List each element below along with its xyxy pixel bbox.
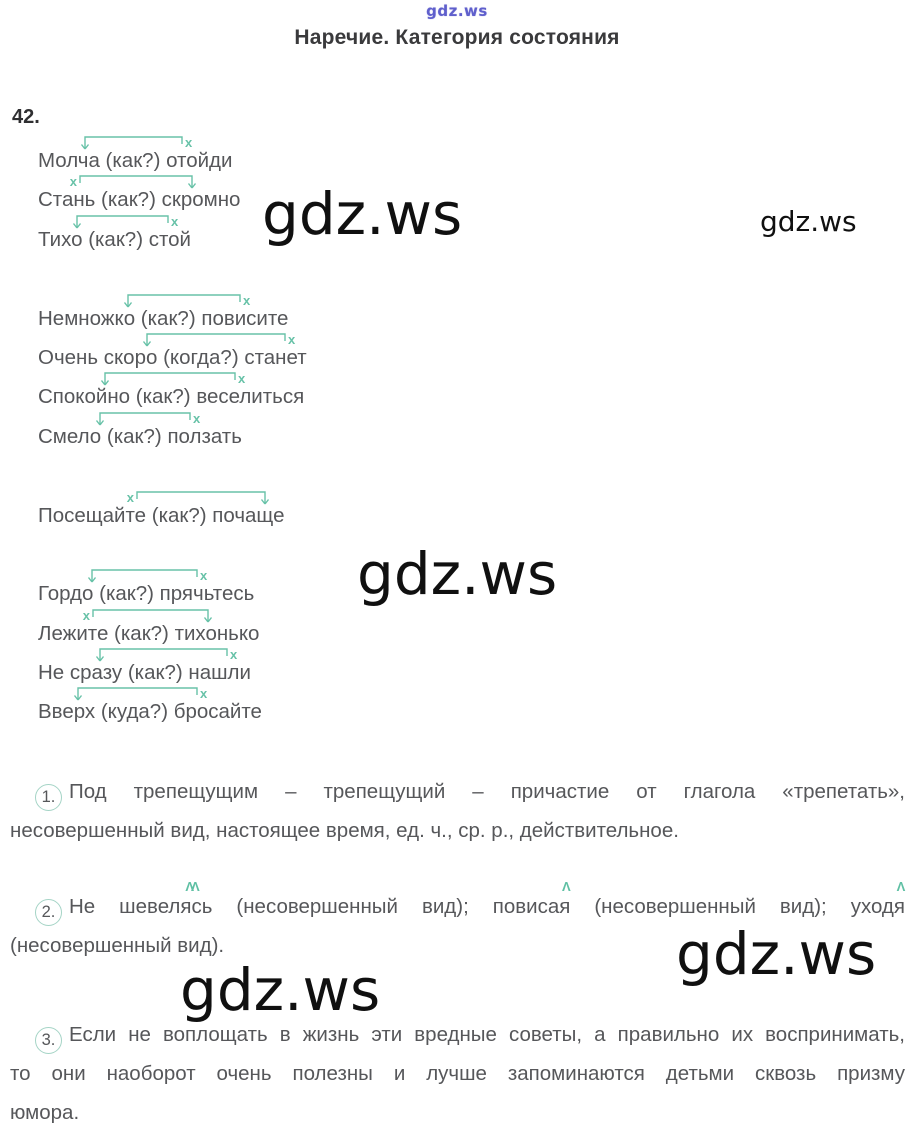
answer-text: то они наоборот очень полезны и лучше запоминаются детьми сквозь призму (10, 1062, 905, 1085)
phrase-text: Стань (как?) скромно (38, 188, 241, 212)
watermark-gdz-small-right: gdz.ws (760, 205, 857, 238)
phrase-text: Гордо (как?) прячьтесь (38, 582, 255, 606)
phrase-row (38, 173, 458, 212)
suffix-zigzag-mark-icon: ΛΛ (185, 879, 197, 894)
svg-text:x: x (238, 371, 246, 387)
answer-line (10, 879, 906, 926)
watermark-gdz-top: gdz.ws (426, 2, 488, 20)
answer-line (10, 811, 905, 850)
answer-text: (несовершенный вид). (10, 934, 225, 957)
answer-text: несовершенный вид, настоящее время, ед. ч., ср. р., действительное. (10, 819, 679, 842)
watermark-gdz-bottom-right: gdz.ws (676, 920, 877, 988)
phrase-text: Спокойно (как?) веселиться (38, 385, 305, 409)
svg-text:x: x (193, 410, 201, 426)
phrase-row (38, 134, 458, 173)
phrase-row (38, 370, 458, 409)
answer-line (10, 1093, 905, 1132)
page-title: Наречие. Категория состояния (294, 26, 620, 49)
phrase-row (38, 567, 458, 606)
answer-line (10, 772, 905, 811)
phrase-row (38, 646, 458, 685)
svg-text:x: x (200, 686, 208, 702)
watermark-gdz-large-left: gdz.ws (262, 180, 463, 248)
svg-text:x: x (69, 174, 77, 190)
suffix-caret-mark-icon: Λ (561, 879, 568, 894)
phrase-row (38, 685, 458, 724)
answer-text: Не шевел (69, 895, 181, 918)
morpheme-marked-text: я Λ (893, 879, 906, 918)
phrase-text: Лежите (как?) тихонько (38, 621, 260, 645)
phrase-list (38, 134, 458, 725)
answer-number-badge: 2. (35, 899, 62, 926)
phrase-row (38, 331, 458, 370)
phrase-row (38, 410, 458, 449)
answer-paragraph (10, 1015, 905, 1132)
answer-text: ь (несовершенный вид); повиса (201, 895, 560, 918)
morpheme-marked-text: я Λ (559, 879, 571, 918)
answer-number-badge: 1. (35, 784, 62, 811)
phrase-row (38, 292, 458, 331)
phrase-text: Тихо (как?) стой (38, 227, 191, 251)
svg-text:x: x (230, 647, 238, 663)
phrase-row (38, 607, 458, 646)
phrase-text: Молча (как?) отойди (38, 149, 233, 172)
answer-line (10, 1054, 905, 1093)
answer-text: Если не воплощать в жизнь эти вредные советы, а правильно их воспринимать, (69, 1023, 905, 1046)
watermark-gdz-center: gdz.ws (357, 540, 558, 608)
phrase-text: Очень скоро (когда?) станет (38, 345, 307, 369)
answers (10, 765, 905, 1132)
svg-text:x: x (171, 213, 179, 229)
answer-number-badge: 3. (35, 1027, 62, 1054)
phrase-text: Не сразу (как?) нашли (38, 661, 251, 685)
phrase-text: Посещайте (как?) почаще (38, 503, 285, 527)
watermark-gdz-bottom-left: gdz.ws (180, 956, 381, 1024)
svg-text:x: x (82, 607, 90, 623)
answer-line (10, 926, 905, 965)
phrase-row (38, 213, 458, 252)
suffix-caret-mark-icon: Λ (896, 879, 903, 894)
svg-text:x: x (288, 331, 296, 347)
answer-paragraph (10, 772, 905, 850)
morpheme-marked-text: яс ΛΛ (180, 879, 202, 918)
phrase-text: Смело (как?) ползать (38, 424, 242, 448)
svg-text:x: x (200, 568, 208, 584)
answer-text: (несовершенный вид); уход (570, 895, 894, 918)
answer-paragraph (10, 879, 906, 965)
phrase-text: Вверх (куда?) бросайте (38, 700, 262, 724)
svg-text:x: x (185, 135, 193, 150)
svg-text:x: x (243, 292, 251, 308)
answer-text: юмора. (10, 1101, 80, 1124)
phrase-text: Немножко (как?) повисите (38, 306, 289, 330)
svg-text:x: x (126, 489, 134, 505)
answer-line (10, 1015, 905, 1054)
answer-text: Под трепещущим – трепещущий – причастие от глагола «трепетать», (69, 780, 905, 803)
exercise-number: 42. (12, 106, 40, 128)
phrase-row (38, 489, 458, 528)
